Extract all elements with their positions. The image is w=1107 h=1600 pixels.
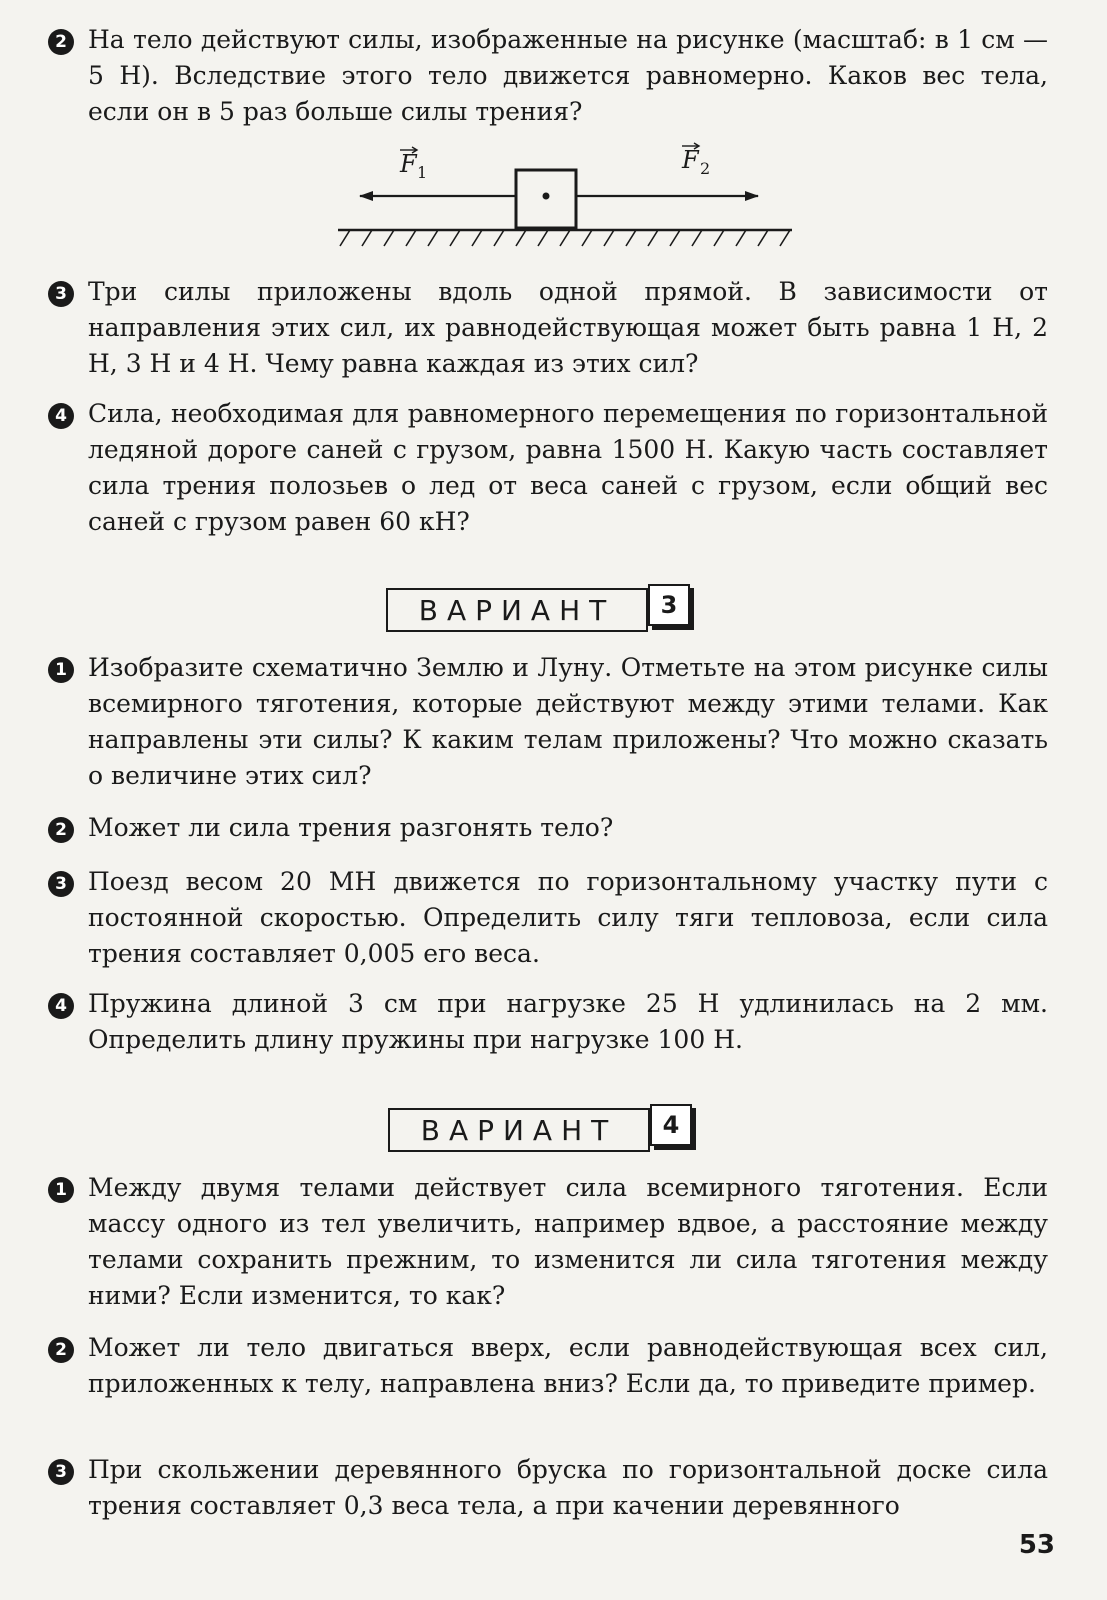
variant-3-problem-3 [48,864,1048,972]
problem-text: На тело действуют силы, изображенные на рисунке (масштаб: в 1 см — 5 Н). Вследствие этого тело движется равномерно. Каков вес тела, если он в 5 раз больше силы трения? [88,25,1048,126]
variant-3-problem-2 [48,810,1048,846]
problem-3-top [48,274,1048,382]
problem-number-badge: 3 [48,1459,74,1485]
variant-number: 3 [648,584,690,626]
problem-2-top [48,22,1048,130]
page-number: 53 [1018,1530,1055,1560]
problem-text: Изобразите схематично Землю и Луну. Отметьте на этом рисунке силы всемирного тяготения, которые действуют между этими телами. Как направлены эти силы? К каким телам приложены? Что можно сказать о величине этих сил? [88,653,1048,790]
variant-4-problem-2 [48,1330,1048,1402]
problem-text: Сила, необходимая для равномерного перемещения по горизонтальной ледяной дороге саней с грузом, равна 1500 Н. Какую часть составляет сила трения полозьев о лед от веса саней с грузом, если общий вес саней с грузом равен 60 кН? [88,399,1048,536]
problem-number-badge: 1 [48,1177,74,1203]
block-center-dot [543,193,550,200]
force-f2-subscript: 2 [700,159,711,178]
problem-text: Три силы приложены вдоль одной прямой. В зависимости от направления этих сил, их равнодействующая может быть равна 1 Н, 2 Н, 3 Н и 4 Н. Чему равна каждая из этих сил? [88,277,1048,378]
force-f1-subscript: 1 [417,163,428,182]
problem-text: Может ли тело двигаться вверх, если равнодействующая всех сил, приложенных к телу, направлена вниз? Если да, то приведите пример. [88,1333,1048,1398]
variant-number: 4 [650,1104,692,1146]
forces-figure [330,138,800,258]
variant-3-problem-4 [48,986,1048,1058]
problem-number-badge: 4 [48,403,74,429]
force-f1-label: F [400,150,417,178]
problem-number-badge: 4 [48,993,74,1019]
problem-text: Поезд весом 20 МН движется по горизонтальному участку пути с постоянной скоростью. Определить силу тяги тепловоза, если сила трения составляет 0,005 его веса. [88,867,1048,968]
problem-text: При скольжении деревянного бруска по горизонтальной доске сила трения составляет 0,3 веса тела, а при качении деревянного [88,1455,1048,1520]
force-f2-label: F [682,146,699,174]
variant-3-problem-1 [48,650,1048,794]
problem-number-badge: 3 [48,871,74,897]
variant-4-problem-1 [48,1170,1048,1314]
problem-number-badge: 2 [48,1337,74,1363]
variant-label: ВАРИАНТ [388,1108,650,1152]
ground-hatching [340,230,790,246]
problem-text: Между двумя телами действует сила всемирного тяготения. Если массу одного из тел увеличить, например вдвое, а расстояние между телами сохранить прежним, то изменится ли сила тяготения между ними? Если изменится, то как? [88,1173,1048,1310]
problem-number-badge: 1 [48,657,74,683]
problem-text: Может ли сила трения разгонять тело? [88,813,614,842]
problem-number-badge: 3 [48,281,74,307]
problem-number-badge: 2 [48,29,74,55]
problem-4-top [48,396,1048,540]
variant-4-problem-3 [48,1452,1048,1524]
problem-number-badge: 2 [48,817,74,843]
variant-label: ВАРИАНТ [386,588,648,632]
problem-text: Пружина длиной 3 см при нагрузке 25 Н удлинилась на 2 мм. Определить длину пружины при нагрузке 100 Н. [88,989,1048,1054]
